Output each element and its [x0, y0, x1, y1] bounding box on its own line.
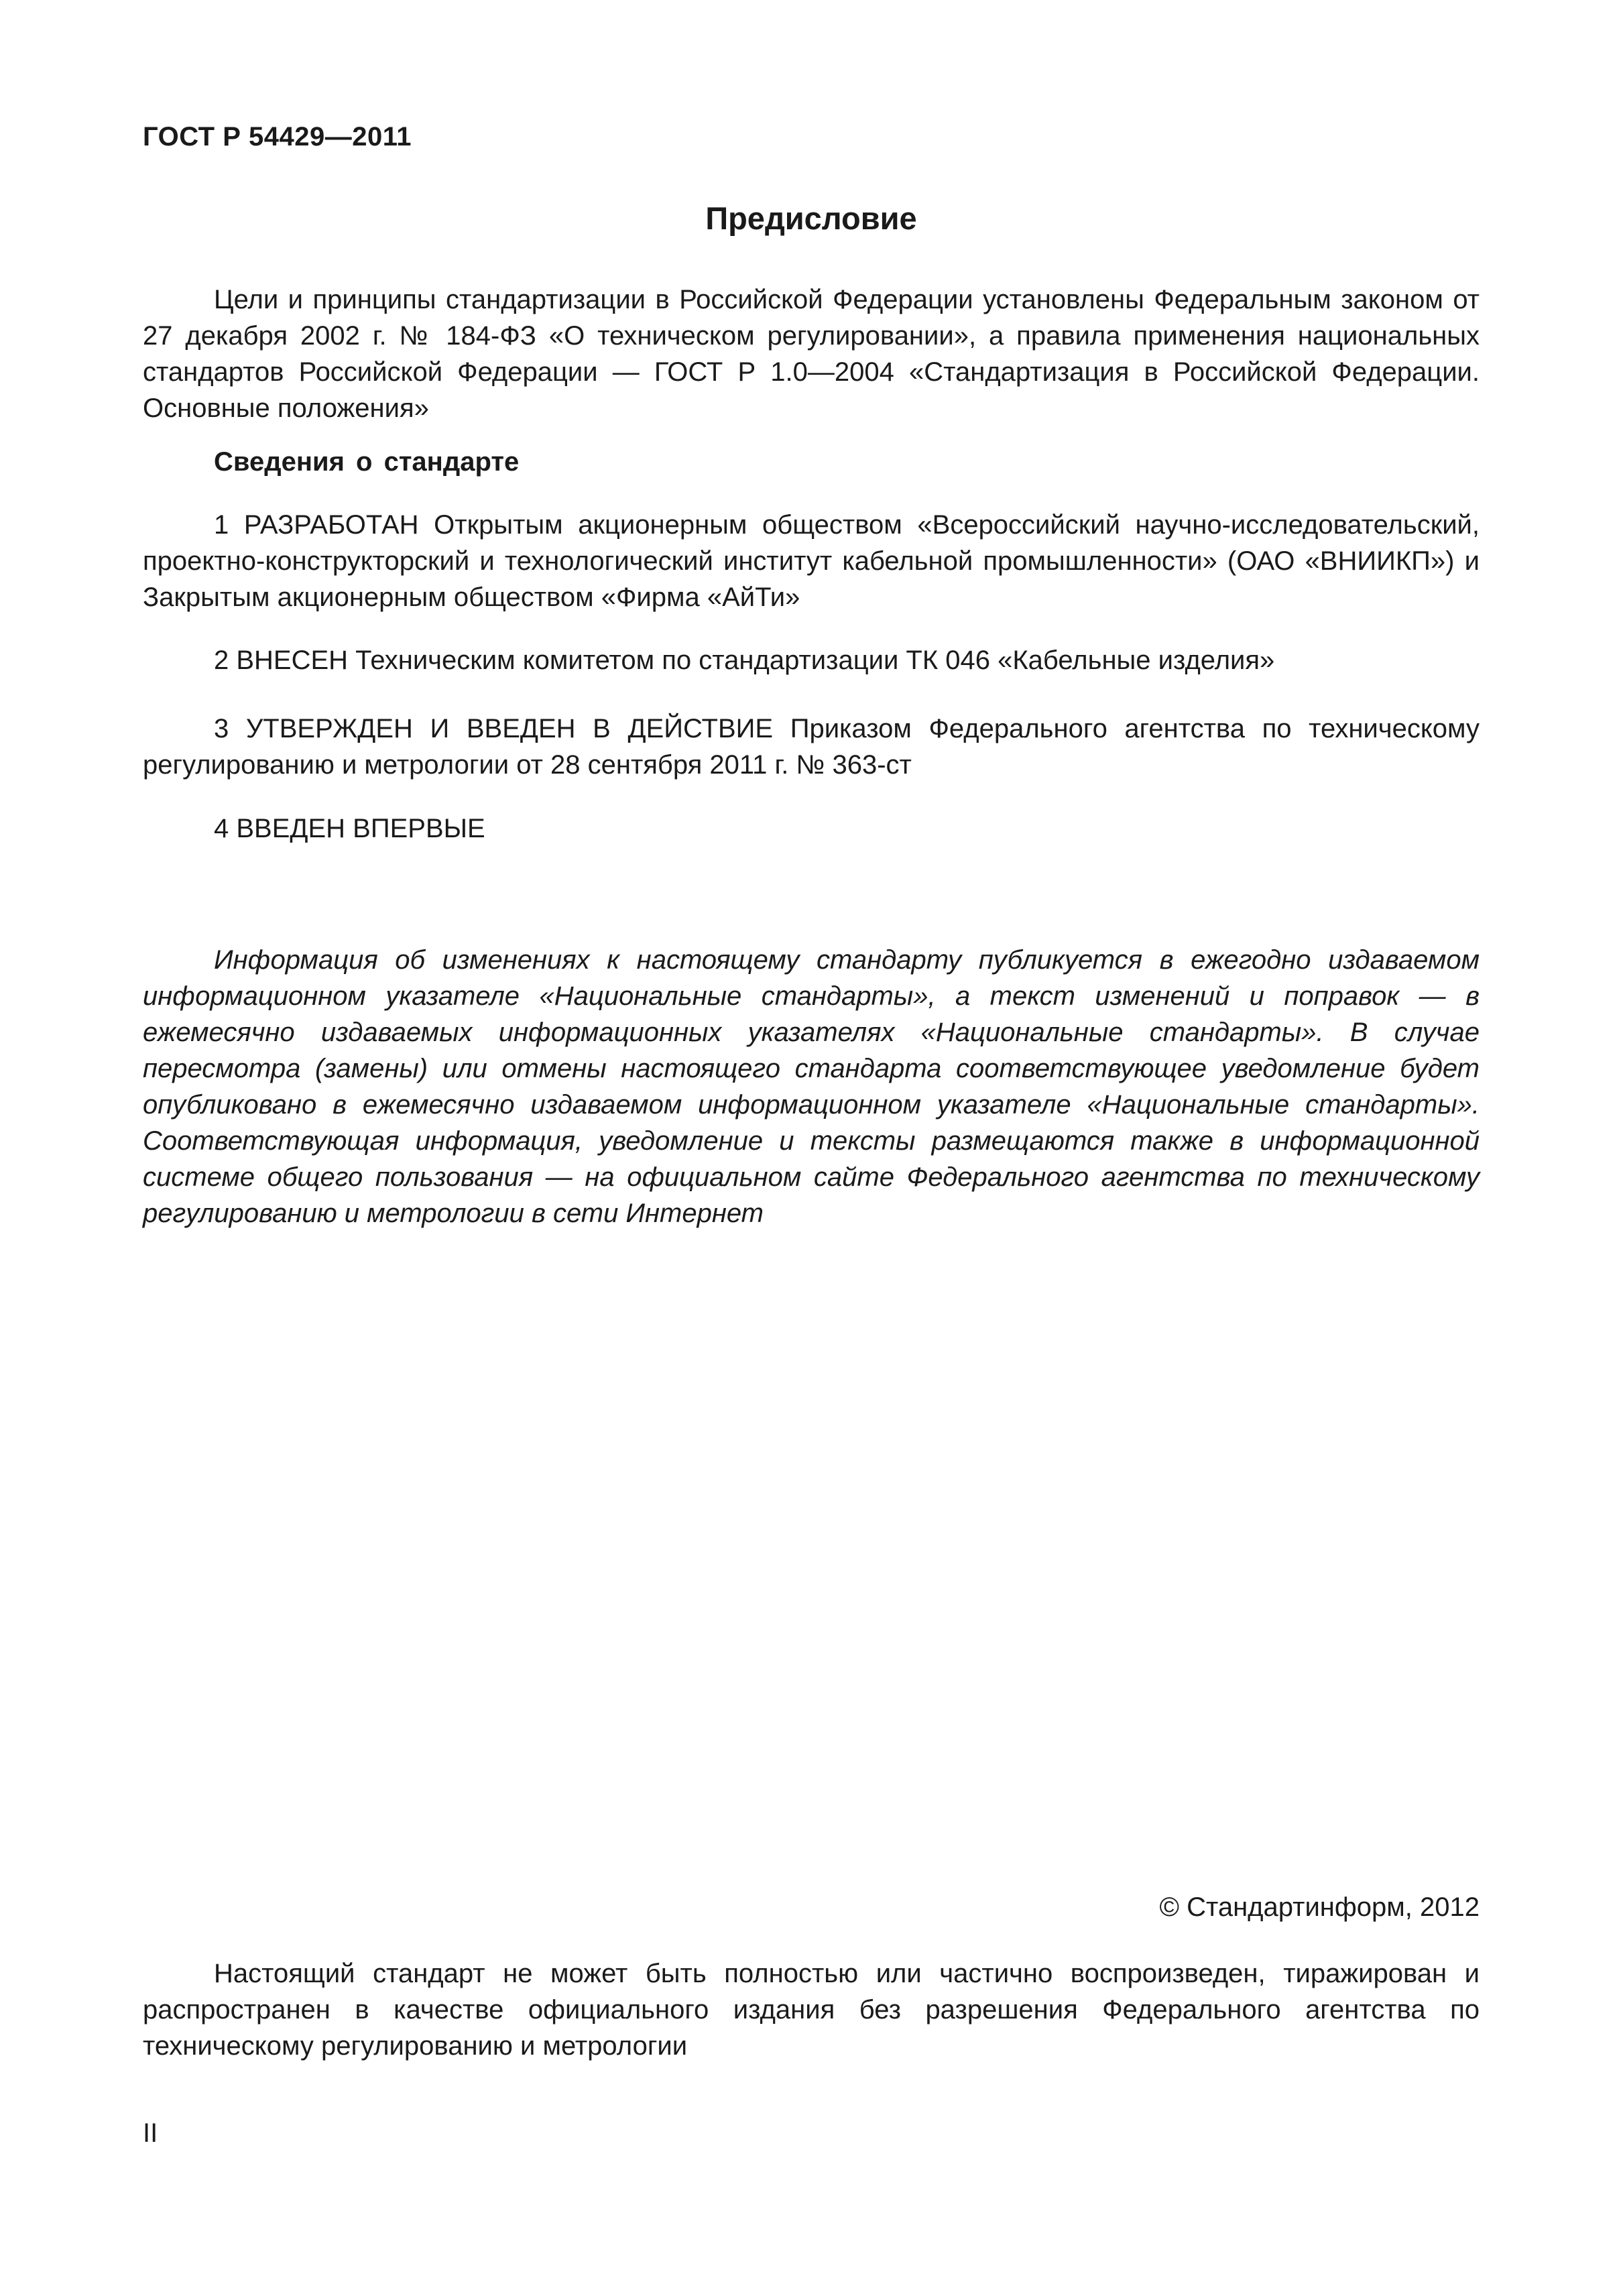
preface-title: Предисловие: [705, 200, 917, 236]
info-item-developed: 1 РАЗРАБОТАН Открытым акционерным обществом «Всероссийский научно-исследовательский, проектно-конструкторский и технологический институт кабельной промышленности» (ОАО «ВНИИКП») и Закрытым акционерным обществом «Фирма «АйТи»: [143, 510, 1480, 612]
info-item-approved: 3 УТВЕРЖДЕН И ВВЕДЕН В ДЕЙСТВИЕ Приказом Федерального агентства по техническому регулированию и метрологии от 28 сентября 2011 г. № 363-ст: [143, 714, 1480, 780]
preface-intro-paragraph: Цели и принципы стандартизации в Российской Федерации установлены Федеральным законом от 27 декабря 2002 г. № 184-ФЗ «О техническом регулировании», а правила применения национальных стандартов Российской Федерации — ГОСТ Р 1.0—2004 «Стандартизация в Российской Федерации. Основные положения»: [143, 285, 1480, 423]
amendments-notice-paragraph: Информация об изменениях к настоящему стандарту публикуется в ежегодно издаваемом информационном указателе «Национальные стандарты», а текст изменений и поправок — в ежемесячно издаваемых информационных указателях «Национальные стандарты». В случае пересмотра (замены) или отмены настоящего стандарта соответствующее уведомление будет опубликовано в ежемесячно издаваемом информационном указателе «Национальные стандарты». Соответствующая информация, уведомление и тексты размещаются также в информационной системе общего пользования — на официальном сайте Федерального агентства по техническому регулированию и метрологии в сети Интернет: [143, 945, 1480, 1228]
info-item-submitted: 2 ВНЕСЕН Техническим комитетом по стандартизации ТК 046 «Кабельные изделия»: [214, 646, 1275, 675]
page-number: II: [143, 2118, 158, 2148]
reproduction-notice-paragraph: Настоящий стандарт не может быть полностью или частично воспроизведен, тиражирован и распространен в качестве официального издания без разрешения Федерального агентства по техническому регулированию и метрологии: [143, 1959, 1480, 2061]
copyright-line: © Стандартинформ, 2012: [1159, 1892, 1480, 1922]
info-item-introduced: 4 ВВЕДЕН ВПЕРВЫЕ: [214, 814, 485, 843]
standard-info-heading: Сведения о стандарте: [214, 447, 520, 477]
document-code: ГОСТ Р 54429—2011: [143, 122, 412, 152]
